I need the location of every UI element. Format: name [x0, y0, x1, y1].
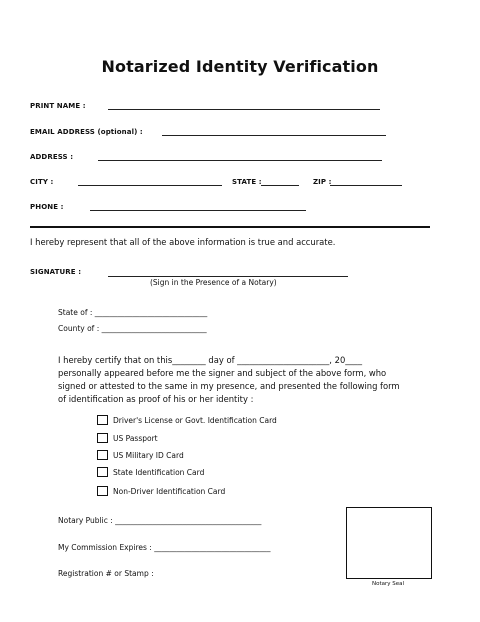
- print-name-label: PRINT NAME :: [30, 102, 86, 110]
- phone-label: PHONE :: [30, 203, 64, 211]
- notary-seal-label: Notary Seal: [372, 581, 405, 587]
- registration-label: Registration # or Stamp :: [58, 569, 154, 578]
- commission-expires-line[interactable]: My Commission Expires : _______________________________: [58, 543, 271, 552]
- address-label: ADDRESS :: [30, 153, 74, 161]
- county-of-line[interactable]: County of : ____________________________: [58, 324, 207, 333]
- certify-line-2: personally appeared before me the signer and subject of the above form, who: [58, 368, 387, 378]
- signature-label: SIGNATURE :: [30, 268, 82, 276]
- option-state-id: State Identification Card: [113, 468, 205, 477]
- certify-line-1: I hereby certify that on this________ day of ______________________, 20____: [58, 355, 363, 365]
- notary-seal-box[interactable]: [346, 507, 432, 579]
- city-field[interactable]: [78, 185, 222, 186]
- email-field[interactable]: [162, 135, 386, 136]
- email-label: EMAIL ADDRESS (optional) :: [30, 128, 143, 136]
- state-of-line[interactable]: State of : ______________________________: [58, 308, 208, 317]
- state-label: STATE :: [232, 178, 262, 186]
- signature-field[interactable]: [108, 276, 348, 277]
- option-non-driver-id: Non-Driver Identification Card: [113, 487, 226, 496]
- section-divider: [30, 226, 430, 228]
- phone-field[interactable]: [90, 210, 306, 211]
- certify-line-4: of identification as proof of his or her identity :: [58, 394, 254, 404]
- option-us-passport: US Passport: [113, 434, 158, 443]
- checkbox-military-id[interactable]: [97, 450, 108, 460]
- print-name-field[interactable]: [108, 109, 380, 110]
- option-drivers-license: Driver's License or Govt. Identification Card: [113, 416, 277, 425]
- signature-caption: (Sign in the Presence of a Notary): [150, 278, 277, 287]
- represent-statement: I hereby represent that all of the above information is true and accurate.: [30, 237, 336, 247]
- zip-label: ZIP :: [313, 178, 332, 186]
- checkbox-us-passport[interactable]: [97, 433, 108, 443]
- certify-line-3: signed or attested to the same in my presence, and presented the following form: [58, 381, 400, 391]
- checkbox-drivers-license[interactable]: [97, 415, 108, 425]
- option-military-id: US Military ID Card: [113, 451, 184, 460]
- state-field[interactable]: [261, 185, 299, 186]
- checkbox-non-driver-id[interactable]: [97, 486, 108, 496]
- notary-public-line[interactable]: Notary Public : _______________________________________: [58, 516, 262, 525]
- city-label: CITY :: [30, 178, 54, 186]
- zip-field[interactable]: [330, 185, 402, 186]
- form-title: Notarized Identity Verification: [101, 57, 379, 76]
- checkbox-state-id[interactable]: [97, 467, 108, 477]
- address-field[interactable]: [98, 160, 382, 161]
